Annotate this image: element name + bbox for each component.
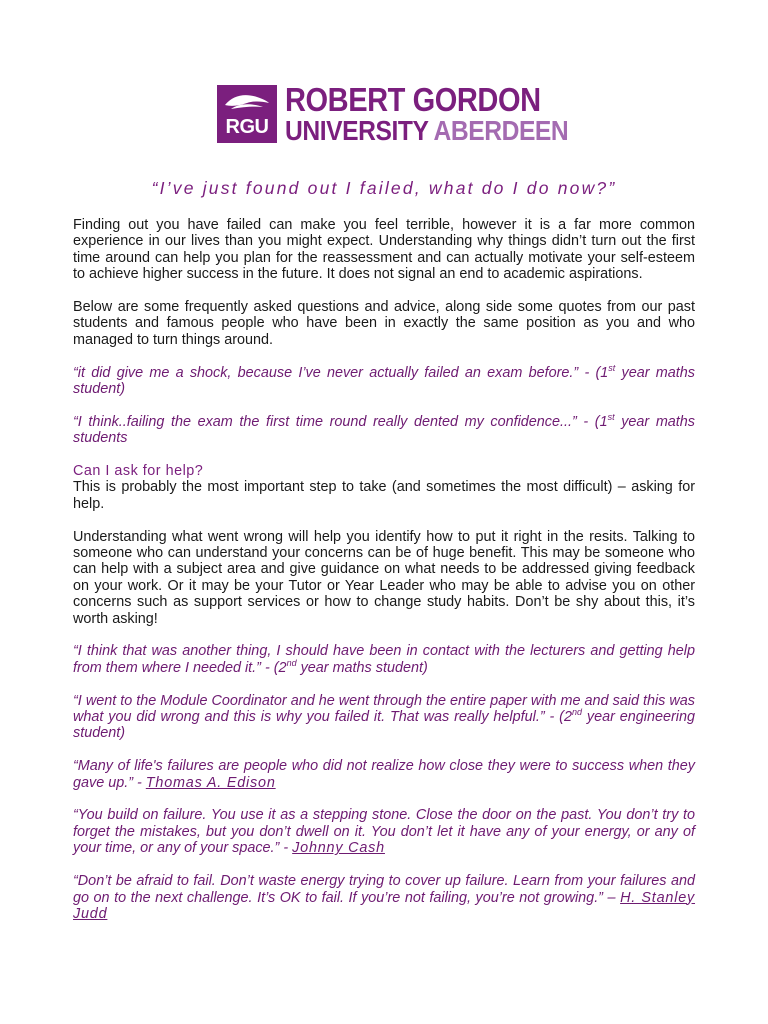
student-quote-3 [73, 643, 695, 676]
page-title: “I’ve just found out I failed, what do I do now?” [151, 178, 617, 198]
quote-tail: year maths student) [296, 659, 428, 676]
bird-emblem-icon [223, 91, 271, 113]
student-quote-4 [73, 693, 695, 742]
quote-tail: year maths students [73, 413, 696, 447]
student-quote-2 [73, 414, 695, 447]
intro-paragraph-1: Finding out you have failed can make you feel terrible, however it is a far more common experience in our lives than you might expect. Understanding why things didn’t turn out the first time around can help you plan for the reassessment and can actually motivate your self-esteem to achieve higher success in the future. It does not signal an end to academic aspirations. [73, 217, 695, 283]
logo-university: UNIVERSITY [285, 115, 429, 146]
section-body-paragraph: Understanding what went wrong will help you identify how to put it right in the resits. Talking to someone who can understand your concerns can be of huge benefit. This may be someone who can help with a subject area and give guidance on what needs to be addressed giving feedback on your work. Or it may be your Tutor or Year Leader who may be able to advise you on other concerns such as support services or how to change study habits. Don’t be shy about this, it’s worth asking! [73, 528, 695, 627]
quote-text: “I think that was another thing, I should have been in contact with the lecturers and getting help from them where I needed it.” - (2 [73, 643, 695, 676]
logo-line-2 [285, 117, 568, 145]
ordinal-suffix: st [607, 412, 615, 423]
document-body [73, 217, 695, 939]
famous-quote-judd [73, 873, 695, 922]
quote-text: “You build on failure. You use it as a stepping stone. Close the door on the past. You don’t try to forget the mistakes, but you don’t dwell on it. You don’t let it have any of your energy, or any of your time, or any of your space.” - [73, 807, 695, 857]
ordinal-suffix: st [608, 362, 616, 373]
ordinal-suffix: nd [571, 707, 582, 718]
rgu-logo [217, 83, 607, 145]
quote-text: “Many of life's failures are people who did not realize how close they were to success when they gave up.” - [73, 758, 695, 791]
quote-tail: year maths student) [73, 364, 695, 398]
logo-wordmark [285, 83, 607, 145]
intro-paragraph-2: Below are some frequently asked questions and advice, along side some quotes from our past students and famous people who have been in exactly the same position as you and who managed to turn things around. [73, 299, 695, 348]
quote-text: “it did give me a shock, because I’ve never actually failed an exam before.” - (1 [73, 364, 609, 381]
famous-quote-cash [73, 807, 695, 856]
author-link[interactable]: Johnny Cash [292, 840, 385, 857]
famous-quote-edison [73, 758, 695, 791]
logo-aberdeen: ABERDEEN [433, 115, 569, 146]
quote-text: “Don’t be afraid to fail. Don’t waste energy trying to cover up failure. Learn from your failures and go on to the next challenge. It’s OK to fail. If you’re not failing, you’re not growing.” – [73, 873, 695, 906]
author-link[interactable]: H. Stanley Judd [73, 889, 696, 922]
quote-text: “I went to the Module Coordinator and he went through the entire paper with me and said this was what you did wrong and this is why you failed it. That was really helpful.” - (2 [73, 692, 695, 726]
ordinal-suffix: nd [286, 658, 297, 669]
section-heading: Can I ask for help? [73, 463, 204, 480]
quote-text: “I think..failing the exam the first time round really dented my confidence...” - (1 [73, 413, 608, 430]
logo-line-1: ROBERT GORDON [285, 81, 541, 118]
quote-tail: year engineering student) [73, 709, 695, 742]
logo-abbreviation: RGU [225, 116, 269, 138]
author-link[interactable]: Thomas A. Edison [145, 774, 276, 791]
student-quote-1 [73, 362, 695, 398]
section-lead-paragraph: This is probably the most important step to take (and sometimes the most difficult) – asking for help. [73, 479, 695, 512]
logo-badge [217, 85, 277, 143]
